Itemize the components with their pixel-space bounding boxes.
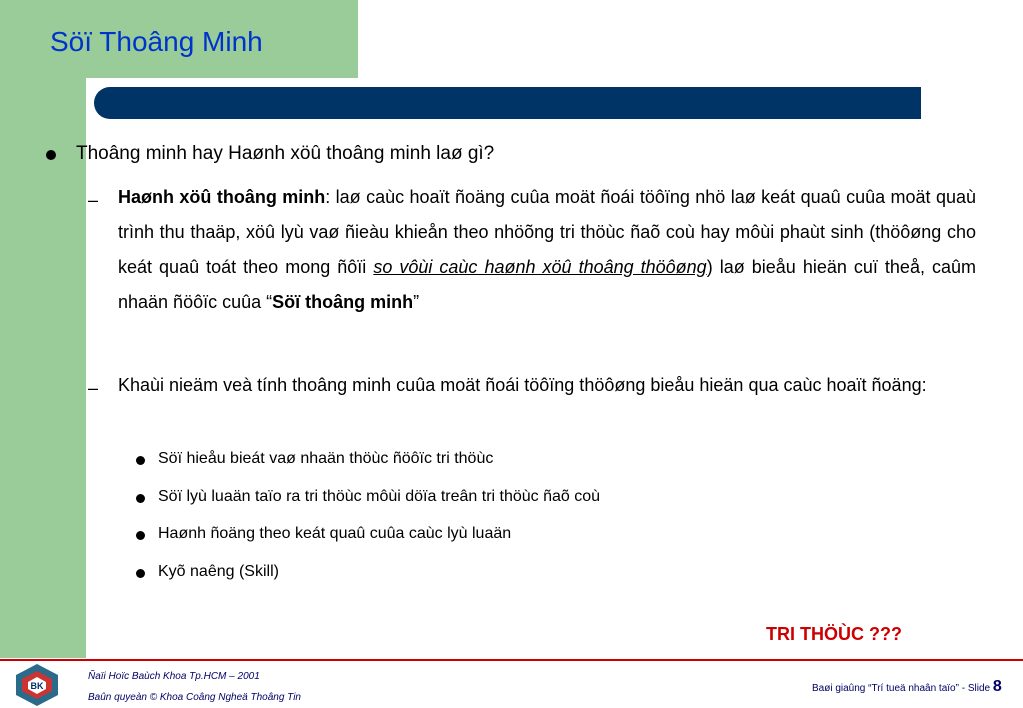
footer-slide-label: Baøi giaûng “Trí tueä nhaân taïo” - Slide xyxy=(812,683,991,694)
list-item-text: Söï lyù luaän taïo ra tri thöùc môùi döïa treân tri thöùc ñaõ coù xyxy=(158,488,601,505)
footer-left xyxy=(88,666,301,708)
definition-underline: so vôùi caùc haønh xöû thoâng thöôøng xyxy=(373,257,707,277)
bullet-dot-icon xyxy=(136,494,145,503)
list-item-text: Haønh ñoäng theo keát quaû cuûa caùc lyù luaän xyxy=(158,525,512,542)
definition-text-a: : laø caùc hoaït ñoäng cuûa moät ñoái töôïng nhö laø keát quaû cuûa moät quaù trình thu thaäp, xöû lyù vaø ñieàu khieån theo nhöõng tri thöùc ñaõ coù hay môùi phaùt sinh (thöôøng cho keát quaû toát theo mong ñôïi xyxy=(118,187,977,277)
bullet-dot-icon xyxy=(136,569,145,578)
slide-number: 8 xyxy=(992,678,1002,695)
definition-text-c: ” xyxy=(413,292,420,312)
footer-line-1: Ñaïi Hoïc Baùch Khoa Tp.HCM – 2001 xyxy=(88,671,260,682)
definition-text-b: ) laø bieåu hieän cuï theå, caûm nhaän ñöôïc cuûa “ xyxy=(118,257,976,312)
dash-icon: – xyxy=(88,378,99,398)
footer-line-2: Baûn quyeàn © Khoa Coâng Ngheä Thoâng Tin xyxy=(88,692,301,703)
slide-title: Söï Thoâng Minh xyxy=(50,26,263,57)
bullet-dot-icon xyxy=(136,456,145,465)
footer-divider xyxy=(0,659,1023,661)
bullet-main-text: Thoâng minh hay Haønh xöû thoâng minh laø gì? xyxy=(76,143,495,164)
university-logo-icon xyxy=(14,663,60,707)
definition-term: Haønh xöû thoâng minh xyxy=(118,187,326,207)
bullet-dot-icon xyxy=(136,531,145,540)
highlight-text: TRI THÖÙC ??? xyxy=(766,624,902,644)
list-item-text: Söï hieåu bieát vaø nhaän thöùc ñöôïc tri thöùc xyxy=(158,450,494,467)
definition-paragraph xyxy=(118,180,976,320)
concept-paragraph: Khaùi nieäm veà tính thoâng minh cuûa moät ñoái töôïng thöôøng bieåu hieän qua caùc hoaït ñoäng: xyxy=(118,375,927,395)
definition-bold-end: Söï thoâng minh xyxy=(272,292,414,312)
dash-icon: – xyxy=(88,190,99,210)
bullet-dot-icon xyxy=(46,150,56,160)
footer-right xyxy=(812,678,1002,696)
list-item-text: Kyõ naêng (Skill) xyxy=(158,563,279,580)
logo-text: BK xyxy=(30,681,44,691)
